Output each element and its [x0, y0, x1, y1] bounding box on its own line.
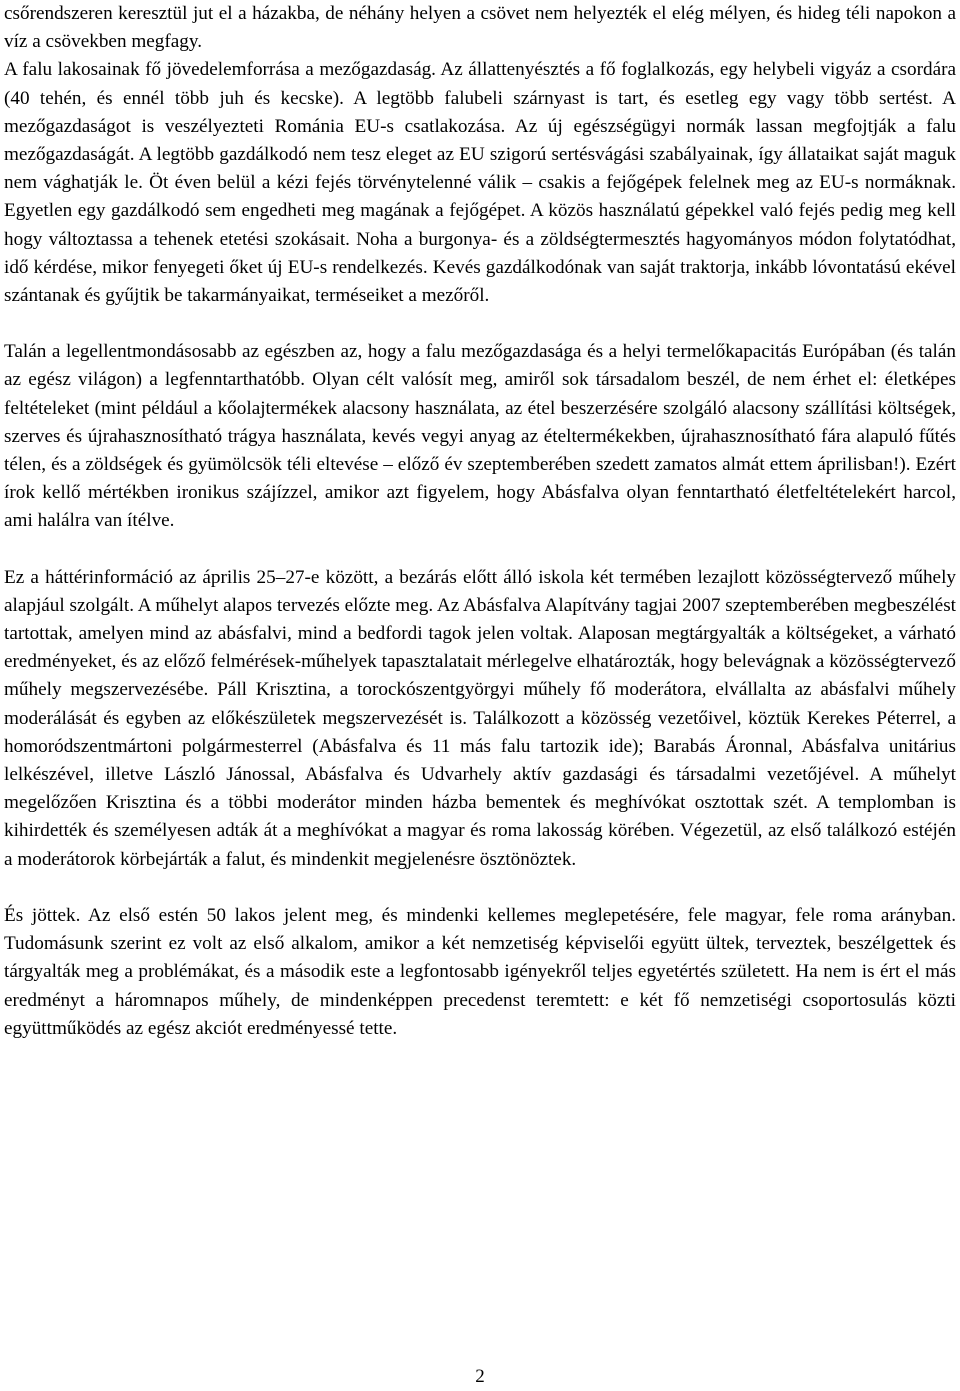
page-number: 2 — [475, 1366, 485, 1387]
paragraph-spacer — [4, 536, 956, 564]
paragraph-agriculture: A falu lakosainak fő jövedelemforrása a mezőgazdaság. Az állattenyésztés a fő foglalkozás, egy helybeli vigyáz a csordára (40 tehén, és ennél több juh és kecske). A legtöbb falubeli szárnyast is tart, és esetleg egy vagy több sertést. A mezőgazdaságot is veszélyezteti Románia EU-s csatlakozása. Az új egészségügyi normák lassan megfojtják a falu mezőgazdaságát. A legtöbb gazdálkodó nem tesz eleget az EU szigorú sertésvágási szabályainak, így állataikat saját maguk nem vághatják le. Öt éven belül a kézi fejés törvénytelenné válik – csakis a fejőgépek felelnek meg az EU-s normáknak. Egyetlen egy gazdálkodó sem engedheti meg magának a fejőgépet. A közös használatú gépekkel való fejés pedig meg kell hogy változtassa a tehenek etetési szokásait. Noha a burgonya- és a zöldségtermesztés hagyományos módon folytatódhat, idő kérdése, mikor fenyegeti őket új EU-s rendelkezés. Kevés gazdálkodónak van saját traktorja, inkább lóvontatású ekével szántanak és gyűjtik be takarmányaikat, terméseiket a mezőről. — [4, 59, 956, 307]
paragraph-sustainability: Talán a legellentmondásosabb az egészben az, hogy a falu mezőgazdasága és a helyi termelőkapacitás Európában (és talán az egész világon) a legfenntarthatóbb. Olyan célt valósít meg, amiről sok társadalom beszél, de nem érhet el: életképes feltételeket (mint például a kőolajtermékek alacsony használata, az étel beszerzésére szolgáló alacsony szállítási költségek, szerves és újrahasznosítható trágya használata, kevés vegyi anyag az ételtermékekben, újrahasznosítható fára alapuló fűtés télen, és a zöldségek és gyümölcsök téli eltevése – előző év szeptemberében szedett zamatos almát ettem áprilisban!). Ezért írok kellő mértékben ironikus szájízzel, amikor azt figyelem, hogy Abásfalva olyan fenntartható életfeltételekért harcol, ami halálra van ítélve. — [4, 341, 956, 532]
paragraph-spacer — [4, 874, 956, 902]
paragraph-first-evening: És jöttek. Az első estén 50 lakos jelent meg, és mindenki kellemes meglepetésére, fele magyar, fele roma arányban. Tudomásunk szerint ez volt az első alkalom, amikor a két nemzetiség képviselői együtt ültek, terveztek, beszélgettek és tárgyalták meg a problémákat, és a második este a legfontosabb igényekről teljes egyetértés született. Ha nem is ért el más eredményt a háromnapos műhely, de mindenképpen precedenst teremtett: e két fő nemzetiségi csoportosulás közti együttműködés az egész akciót eredményessé tette. — [4, 904, 956, 1039]
page-body — [4, 0, 956, 1043]
paragraph-spacer — [4, 310, 956, 338]
paragraph-workshop-background: Ez a háttérinformáció az április 25–27-e között, a bezárás előtt álló iskola két termében lezajlott közösségtervező műhely alapjául szolgált. A műhelyt alapos tervezés előzte meg. Az Abásfalva Alapítvány tagjai 2007 szeptemberében megbeszélést tartottak, amelyen mind az abásfalvi, mind a bedfordi tagok jelen voltak. Alaposan megtárgyalták a költségeket, a várható eredményeket, és az előző felmérések-műhelyek tapasztalatait mérlegelve elhatározták, hogy belevágnak a közösségtervező műhely megszervezésébe. Páll Krisztina, a torockószentgyörgyi műhely fő moderátora, elvállalta az abásfalvi műhely moderálását és egyben az előkészületek megszervezését is. Találkozott a közösség vezetőivel, köztük Kerekes Péterrel, a homoródszentmártoni polgármesterrel (Abásfalva és 11 más falu tartozik ide); Barabás Áronnal, Abásfalva unitárius lelkészével, illetve László Jánossal, Abásfalva és Udvarhely aktív gazdasági és társadalmi vezetőjével. A műhelyt megelőzően Krisztina és a többi moderátor minden házba bementek és meghívókat osztottak szét. A templomban is kihirdették és személyesen adták át a meghívókat a magyar és roma lakosság körében. Végezetül, az első találkozó estéjén a moderátorok körbejárták a falut, és mindenkit megjelenésre ösztönöztek. — [4, 566, 956, 870]
paragraph-water-pipes: csőrendszeren keresztül jut el a házakba, de néhány helyen a csövet nem helyezték el elég mélyen, és hideg téli napokon a víz a csövekben megfagy. — [4, 3, 956, 53]
